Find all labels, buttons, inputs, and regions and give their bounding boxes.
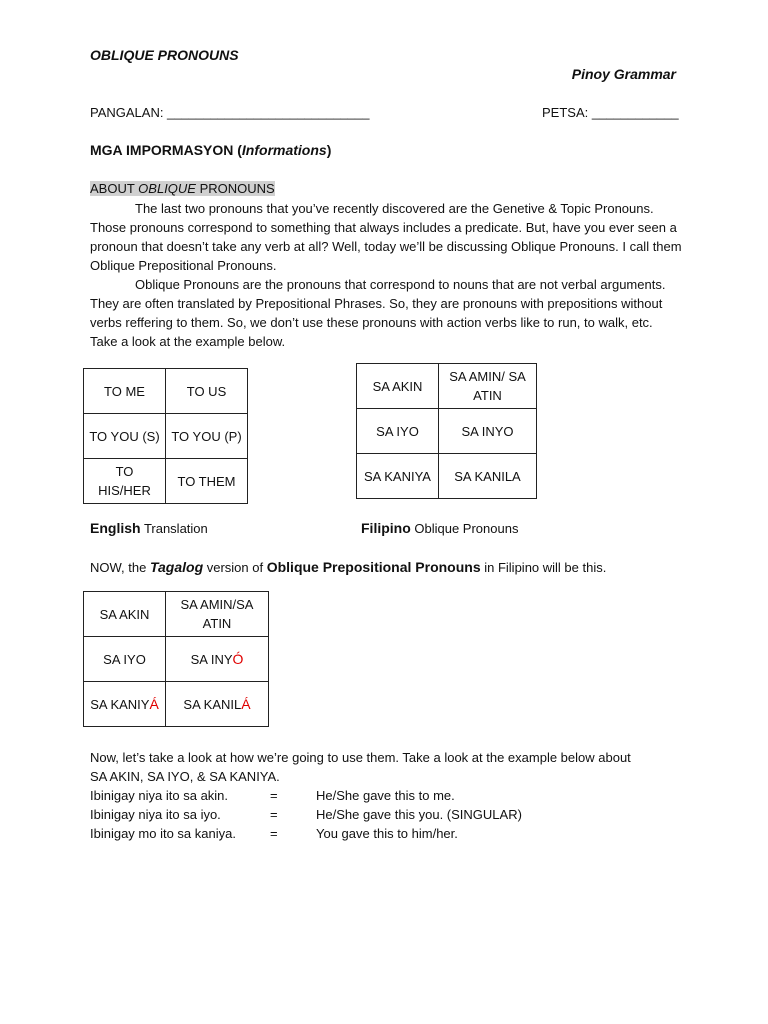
table-cell: SA AMIN/ SA ATIN: [439, 364, 537, 409]
document-title: OBLIQUE PRONOUNS: [90, 47, 239, 63]
example-filipino: Ibinigay niya ito sa akin.: [90, 788, 229, 803]
table-cell: [166, 637, 269, 682]
tagalog-intro-italic: Tagalog: [149, 559, 204, 575]
accent-letter: Á: [149, 695, 159, 712]
table-cell: SA INYO: [439, 409, 537, 454]
table-cell: SA AMIN/SA ATIN: [166, 592, 269, 637]
table-cell: TO ME: [84, 369, 166, 414]
filipino-caption-bold: Filipino: [361, 520, 411, 536]
section-heading-close: ): [326, 142, 332, 158]
tagalog-pronouns-table: [83, 591, 269, 727]
about-paragraph-1: The last two pronouns that you’ve recently discovered are the Genetive & Topic Pronouns. Those pronouns correspond to something that always includes a predicate. But, have you ever seen a pronoun that doesn’t take any verb at all? Well, today we’ll be discussing Oblique Pronouns. I call them Oblique Prepositional Pronouns.: [90, 201, 682, 273]
tagalog-intro-post: in Filipino will be this.: [480, 560, 607, 575]
section-heading-main: MGA IMPORMASYON (: [90, 142, 242, 158]
table-cell: TO YOU (P): [166, 414, 248, 459]
table-cell: [166, 682, 269, 727]
about-paragraph-2: Oblique Pronouns are the pronouns that correspond to nouns that are not verbal arguments. They are often translated by Prepositional Phrases. So, they are pronouns with prepositions without verbs reffering to them. So, we don’t use these pronouns with action verbs like to run, to walk, etc. Take a look at the example below.: [90, 277, 666, 349]
example-equals: =: [270, 788, 278, 803]
table-cell: [84, 682, 166, 727]
filipino-pronouns-table: [356, 363, 537, 499]
accent-letter: Á: [241, 695, 251, 712]
about-label-italic: OBLIQUE: [138, 181, 196, 196]
tagalog-intro-mid: version of: [203, 560, 267, 575]
example-equals: =: [270, 807, 278, 822]
table-cell: SA IYO: [84, 637, 166, 682]
about-label-highlight: [90, 181, 275, 196]
table-cell: SA KANIYA: [357, 454, 439, 499]
tagalog-intro-bold: Oblique Prepositional Pronouns: [266, 559, 481, 575]
about-label-post: PRONOUNS: [195, 181, 275, 196]
example-filipino: Ibinigay mo ito sa kaniya.: [90, 826, 236, 841]
table-cell: TO THEM: [166, 459, 248, 504]
english-caption-rest: Translation: [140, 521, 208, 536]
filipino-caption-rest: Oblique Pronouns: [410, 521, 519, 536]
table-cell: SA IYO: [357, 409, 439, 454]
section-heading-italic: Informations: [241, 142, 327, 158]
table-cell: SA AKIN: [357, 364, 439, 409]
example-filipino: Ibinigay niya ito sa iyo.: [90, 807, 221, 822]
example-equals: =: [270, 826, 278, 841]
about-label: [90, 179, 275, 198]
section-heading: [90, 142, 331, 158]
table-cell: TO YOU (S): [84, 414, 166, 459]
english-caption: [90, 520, 208, 536]
english-translation-table: [83, 368, 248, 504]
table-cell: SA AKIN: [84, 592, 166, 637]
cell-base-text: SA KANIY: [90, 696, 150, 712]
example-english: He/She gave this you. (SINGULAR): [316, 807, 522, 822]
usage-intro-line-1: Now, let’s take a look at how we’re going to use them. Take a look at the example below about: [90, 750, 631, 765]
table-cell: TO HIS/HER: [84, 459, 166, 504]
table-cell: SA KANILA: [439, 454, 537, 499]
name-field-label: PANGALAN: ____________________________: [90, 105, 370, 120]
cell-base-text: SA INY: [190, 651, 233, 667]
example-english: He/She gave this to me.: [316, 788, 455, 803]
date-field-label: PETSA: ____________: [542, 105, 679, 120]
example-english: You gave this to him/her.: [316, 826, 458, 841]
accent-letter: Ó: [232, 650, 244, 667]
cell-base-text: SA KANIL: [183, 696, 242, 712]
brand-name: Pinoy Grammar: [571, 66, 676, 82]
about-body: [90, 199, 682, 351]
about-label-pre: ABOUT: [90, 181, 139, 196]
tagalog-intro: [90, 558, 606, 577]
table-cell: TO US: [166, 369, 248, 414]
english-caption-bold: English: [90, 520, 141, 536]
filipino-caption: [361, 520, 518, 536]
tagalog-intro-pre: NOW, the: [90, 560, 150, 575]
usage-intro-line-2: SA AKIN, SA IYO, & SA KANIYA.: [90, 769, 280, 784]
